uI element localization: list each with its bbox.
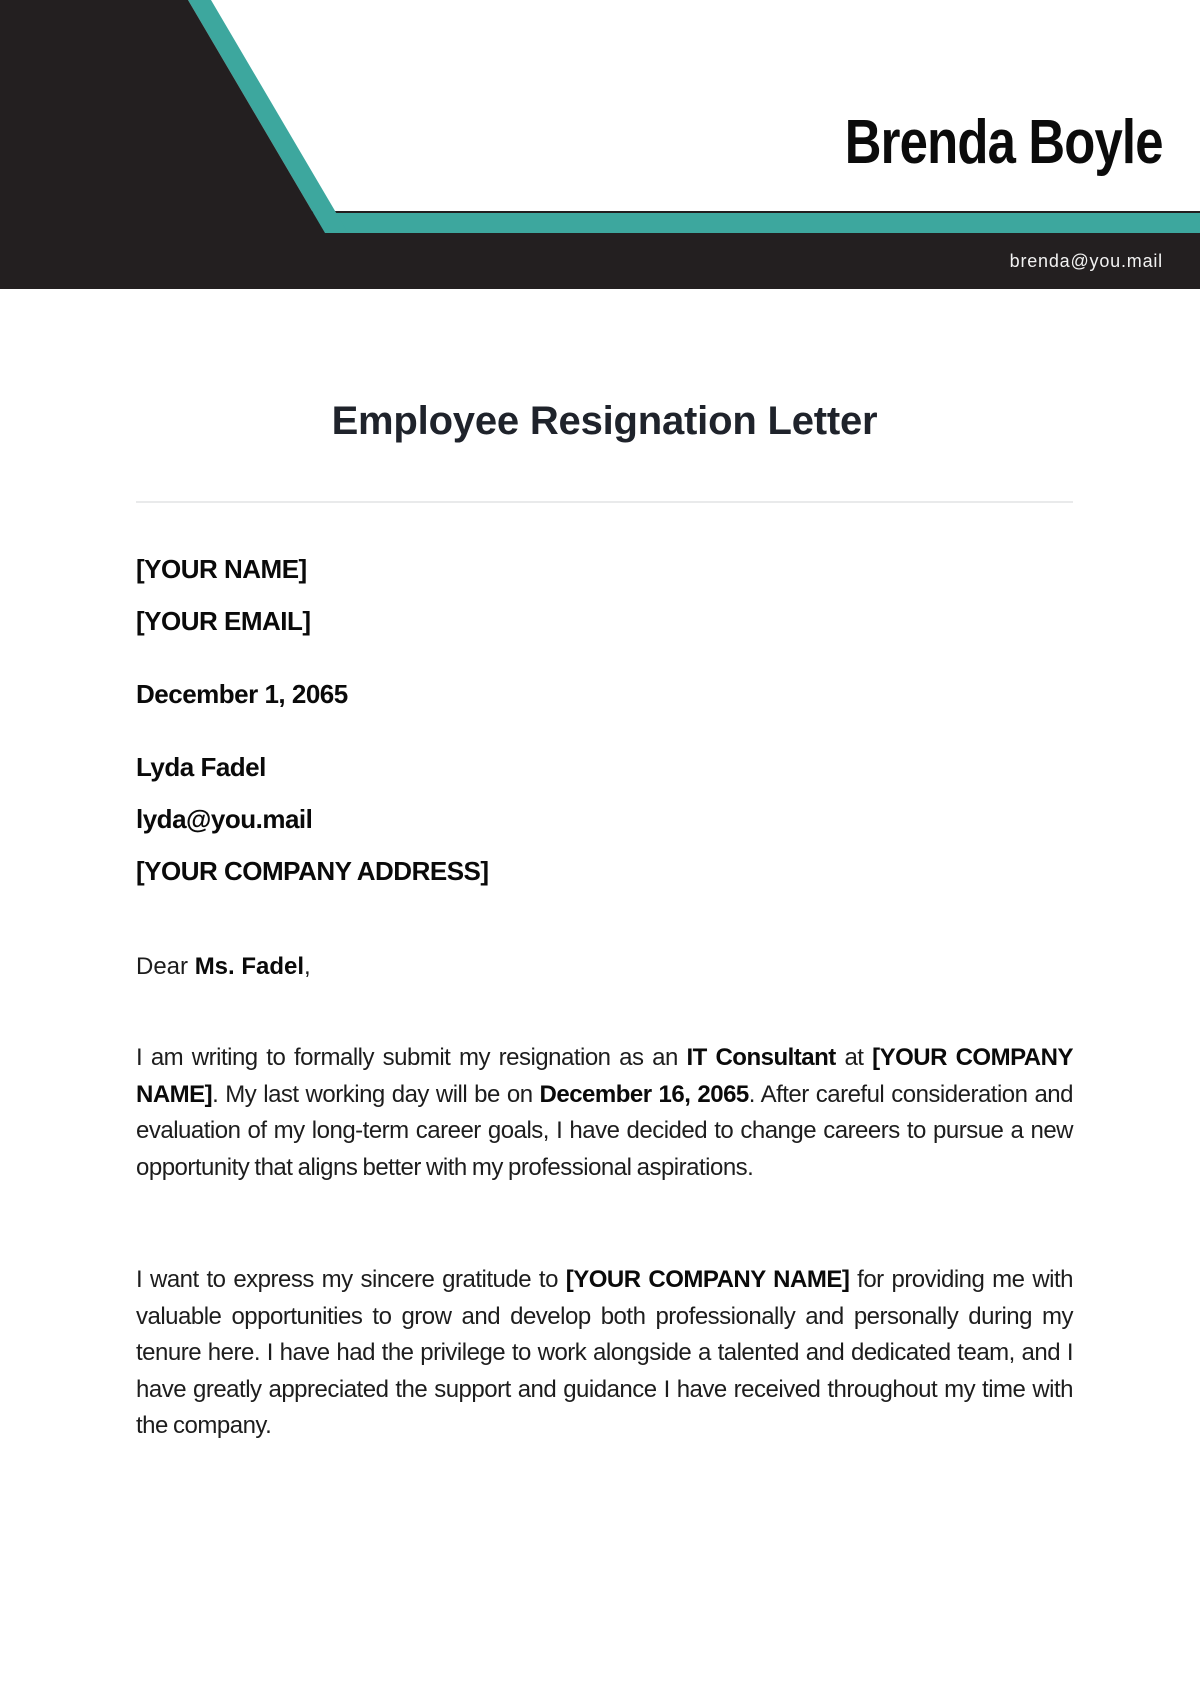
salutation: Dear Ms. Fadel, xyxy=(136,953,311,980)
recipient-address: [YOUR COMPANY ADDRESS] xyxy=(136,856,489,886)
letter-date: December 1, 2065 xyxy=(136,679,348,709)
paragraph-1: I am writing to formally submit my resignation as an IT Consultant at [YOUR COMPANY NAME]. My last working day will be on December 16, 2065. After careful consideration and evaluation of my long-term career goals, I have decided to change careers to pursue a new opportunity that aligns better with my professional aspirations. xyxy=(136,1044,1073,1181)
recipient-email: lyda@you.mail xyxy=(136,804,313,834)
sender-email-placeholder: [YOUR EMAIL] xyxy=(136,606,311,636)
sender-email: brenda@you.mail xyxy=(1009,250,1163,271)
divider xyxy=(136,501,1073,503)
sender-display-name: Brenda Boyle xyxy=(845,108,1163,177)
letter-title: Employee Resignation Letter xyxy=(331,399,878,443)
contact-bar xyxy=(0,233,1200,289)
sender-name-placeholder: [YOUR NAME] xyxy=(136,554,307,584)
recipient-name: Lyda Fadel xyxy=(136,752,266,782)
paragraph-2: I want to express my sincere gratitude to [YOUR COMPANY NAME] for providing me with valuable opportunities to grow and develop both professionally and personally during my tenure here. I have had the privilege to work alongside a talented and dedicated team, and I have greatly appreciated the support and guidance I have received throughout my time with the company. xyxy=(136,1266,1074,1439)
